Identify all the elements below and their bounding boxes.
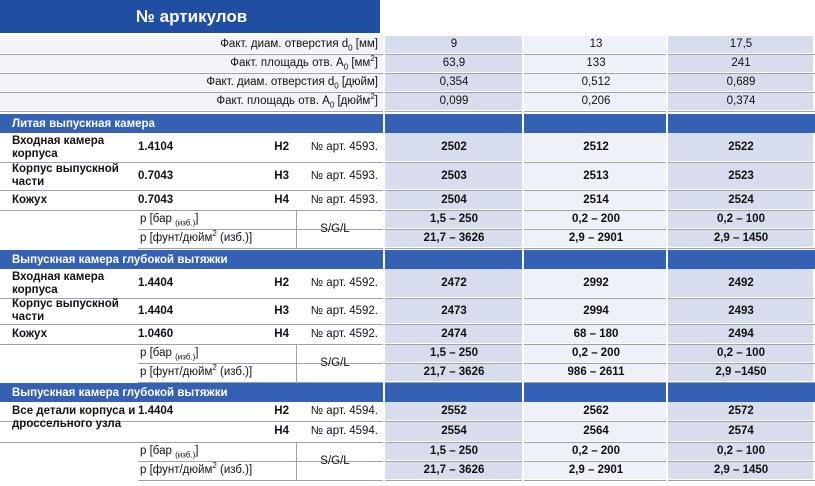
article-prefix: № арт. 4594. — [310, 404, 378, 417]
article-number: 2992 — [583, 276, 609, 289]
spec-label-unit: [дюйм — [334, 95, 371, 107]
pressure-value: 21,7 – 3626 — [423, 232, 485, 244]
pressure-bar-end: ] — [195, 347, 199, 359]
pressure-psi-text: p [фунт/дюйм — [140, 464, 213, 476]
spec-label-unit-end: ] — [374, 57, 378, 69]
material-code: 1.4404 — [138, 276, 174, 289]
pressure-value: 2,9 –1450 — [715, 366, 767, 378]
spec-label — [230, 54, 378, 72]
position-code: H3 — [274, 304, 289, 317]
position-code: H2 — [274, 140, 289, 153]
pressure-psi-text: p [фунт/дюйм — [140, 366, 213, 378]
pressure-value: 0,2 – 200 — [572, 445, 620, 457]
column-gutter — [666, 36, 668, 486]
pressure-value: 986 – 2611 — [567, 366, 625, 378]
spec-value: 13 — [589, 38, 603, 50]
spec-label-text: Факт. площадь отв. A — [216, 95, 330, 107]
article-prefix: № арт. 4592. — [310, 276, 378, 289]
table-title: № артикулов — [0, 0, 380, 33]
article-prefix: № арт. 4592. — [310, 304, 378, 317]
article-number: 68 – 180 — [573, 327, 619, 340]
spec-label — [206, 76, 378, 89]
section-header — [0, 250, 815, 269]
article-number: 2552 — [441, 404, 467, 417]
spec-label-unit: [дюйм] — [338, 76, 378, 88]
pressure-value: 0,2 – 100 — [717, 347, 765, 359]
row-divider — [138, 248, 815, 249]
pressure-value: 1,5 – 250 — [430, 445, 478, 457]
article-number: 2502 — [441, 140, 467, 153]
position-code: H4 — [274, 193, 289, 206]
pressure-bar-end: ] — [195, 213, 199, 225]
article-number: 2504 — [441, 193, 467, 206]
spec-value: 241 — [731, 57, 751, 69]
part-name: Корпус выпускной части — [12, 298, 119, 323]
pressure-value: 0,2 – 100 — [717, 445, 765, 457]
spec-label-unit-sup: 2 — [370, 92, 375, 102]
pressure-value: 2,9 – 1450 — [713, 464, 769, 476]
spec-value: 0,374 — [726, 95, 756, 107]
section-title: Выпускная камера глубокой вытяжки — [12, 386, 228, 399]
article-number: 2513 — [583, 169, 609, 182]
article-number: 2473 — [441, 304, 467, 317]
material-code: 1.0460 — [138, 327, 174, 340]
position-code: H2 — [274, 404, 289, 417]
article-prefix: № арт. 4594. — [310, 425, 378, 437]
media-code: S/G/L — [320, 455, 350, 467]
article-number: 2994 — [583, 304, 609, 317]
article-number: 2522 — [728, 140, 754, 153]
spec-label-unit-sup: 2 — [370, 54, 375, 64]
part-name: Входная камера корпуса — [12, 271, 105, 296]
row-divider — [0, 111, 815, 112]
pressure-psi-label — [140, 363, 253, 379]
article-number: 2493 — [728, 304, 754, 317]
pressure-value: 2,9 – 1450 — [713, 232, 769, 244]
article-number: 2523 — [728, 169, 754, 182]
article-number: 2503 — [441, 169, 467, 182]
pressure-psi-label — [140, 229, 253, 245]
spec-label-sub: 0 — [334, 81, 339, 91]
spec-value: 0,689 — [726, 76, 756, 88]
part-name: Кожух — [12, 328, 47, 340]
article-number: 2524 — [728, 193, 754, 206]
pressure-psi-sup: 2 — [212, 363, 217, 373]
spec-value: 0,354 — [439, 76, 469, 88]
row-divider — [138, 480, 815, 481]
article-number: 2562 — [583, 404, 609, 417]
spec-label-unit: [мм] — [352, 38, 378, 50]
pressure-bar-text: p [бар — [140, 445, 176, 457]
sgl-divider — [296, 211, 297, 249]
spec-label-sub: 0 — [348, 43, 353, 53]
pressure-value: 2,9 – 2901 — [568, 464, 624, 476]
pressure-psi-sup: 2 — [212, 461, 217, 471]
pressure-value: 1,5 – 250 — [430, 347, 478, 359]
article-number: 2564 — [583, 425, 609, 437]
pressure-bar-sub: (изб.) — [175, 352, 196, 362]
spec-value: 0,099 — [439, 95, 469, 107]
article-number: 2494 — [728, 327, 754, 340]
column-gutter — [383, 36, 385, 486]
spec-label-unit: [мм — [348, 57, 371, 69]
pressure-bar-text: p [бар — [140, 347, 176, 359]
pressure-bar-label — [140, 347, 199, 360]
material-code: 1.4404 — [138, 304, 174, 317]
pressure-value: 1,5 – 250 — [430, 213, 478, 225]
pressure-psi-sup: 2 — [212, 229, 217, 239]
section-title: Выпускная камера глубокой вытяжки — [12, 253, 228, 266]
pressure-psi-end: (изб.)] — [216, 232, 253, 244]
material-code: 0.7043 — [138, 193, 174, 206]
article-prefix: № арт. 4593. — [310, 193, 378, 206]
article-prefix: № арт. 4593. — [310, 140, 378, 153]
spec-label-sub: 0 — [329, 100, 335, 110]
pressure-psi-text: p [фунт/дюйм — [140, 232, 213, 244]
spec-value: 17,5 — [729, 38, 753, 50]
position-code: H4 — [274, 425, 289, 437]
spec-value: 133 — [586, 57, 606, 69]
pressure-bar-text: p [бар — [140, 213, 176, 225]
column-gutter — [522, 36, 524, 486]
pressure-bar-sub: (изб.) — [175, 218, 196, 228]
pressure-value: 0,2 – 200 — [572, 347, 620, 359]
sgl-divider — [296, 345, 297, 383]
pressure-value: 21,7 – 3626 — [423, 366, 485, 378]
spec-label-text: Факт. диам. отверстия d — [206, 76, 335, 88]
spec-label — [220, 38, 378, 51]
article-number: 2554 — [441, 425, 467, 437]
article-prefix: № арт. 4593. — [310, 169, 378, 182]
spec-label-sub: 0 — [343, 62, 349, 72]
article-number: 2572 — [728, 404, 754, 417]
spec-label-text: Факт. диам. отверстия d — [220, 38, 349, 50]
pressure-psi-end: (изб.)] — [216, 366, 253, 378]
pressure-value: 2,9 – 2901 — [568, 232, 624, 244]
media-code: S/G/L — [320, 223, 350, 235]
pressure-bar-sub: (изб.) — [175, 450, 196, 460]
sgl-divider — [296, 443, 297, 481]
pressure-bar-label — [140, 213, 199, 226]
spec-label-text: Факт. площадь отв. A — [230, 57, 344, 69]
material-code: 0.7043 — [138, 169, 174, 182]
section-header — [0, 114, 815, 133]
material-code: 1.4404 — [138, 404, 174, 417]
part-name: Кожух — [12, 194, 47, 206]
media-code: S/G/L — [320, 357, 350, 369]
spec-value: 63,9 — [442, 57, 466, 69]
spec-label — [216, 92, 378, 110]
part-name: Корпус выпускной части — [12, 163, 119, 188]
pressure-value: 21,7 – 3626 — [423, 464, 485, 476]
pressure-psi-label — [140, 461, 253, 477]
spec-value: 0,512 — [581, 76, 611, 88]
part-name: Входная камера корпуса — [12, 135, 105, 160]
spec-label-unit-end: ] — [374, 95, 378, 107]
position-code: H3 — [274, 169, 289, 182]
position-code: H4 — [274, 327, 289, 340]
article-number: 2574 — [728, 425, 754, 437]
pressure-psi-end: (изб.)] — [216, 464, 253, 476]
section-header — [0, 383, 815, 402]
article-number: 2472 — [441, 276, 467, 289]
article-number: 2474 — [441, 327, 467, 340]
article-number: 2492 — [728, 276, 754, 289]
article-number: 2512 — [583, 140, 609, 153]
material-code: 1.4104 — [138, 140, 174, 153]
pressure-value: 0,2 – 200 — [572, 213, 620, 225]
part-name: Все детали корпуса и дроссельного узла — [12, 405, 136, 430]
position-code: H2 — [274, 276, 289, 289]
article-prefix: № арт. 4592. — [310, 327, 378, 340]
spec-value: 9 — [450, 38, 458, 50]
pressure-bar-label — [140, 445, 199, 458]
pressure-value: 0,2 – 100 — [717, 213, 765, 225]
pressure-bar-end: ] — [195, 445, 199, 457]
section-title: Литая выпускная камера — [12, 117, 155, 130]
article-number: 2514 — [583, 193, 609, 206]
spec-value: 0,206 — [581, 95, 611, 107]
